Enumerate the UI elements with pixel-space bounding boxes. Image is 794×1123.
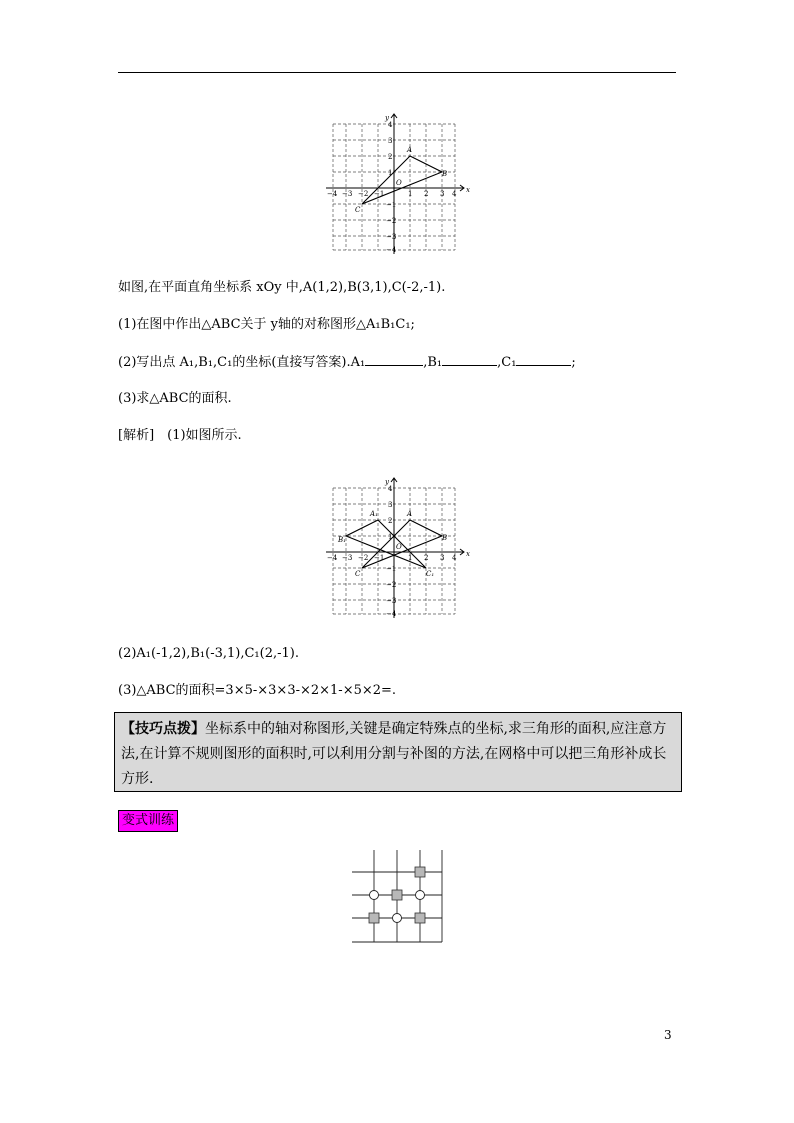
hollow-circle [393,914,402,923]
figure-1-coordinate-plane [322,112,472,254]
y-tick: −3 [386,597,397,605]
x-axis-label: x [466,186,470,194]
point-c-label: C [355,206,361,214]
y-tick: 4 [388,485,393,493]
tip-body: 坐标系中的轴对称图形,关键是确定特殊点的坐标,求三角形的面积,应注意方法,在计算不规则图形的面积时,可以利用分割与补图的方法,在网格中可以把三角形补成长方形. [121,721,667,787]
point-c1-label: C₁ [426,570,435,578]
x-tick: −4 [327,190,338,198]
x-tick: 4 [452,190,457,198]
shaded-square [392,890,402,900]
x-axis-label: x [466,550,470,558]
question-2-end: ; [571,355,576,370]
solution-header: [解析] (1)如图所示. [118,428,242,443]
y-tick: −4 [386,246,397,254]
answer-blank-b1[interactable] [442,353,497,366]
x-tick: −4 [327,554,338,562]
x-tick: −3 [342,190,353,198]
y-tick: −2 [386,581,397,589]
y-tick: 3 [388,501,393,509]
shaded-square [415,867,425,877]
y-axis-label: y [385,478,389,486]
x-tick: 1 [408,554,413,562]
x-tick: −1 [374,190,385,198]
y-tick: 3 [388,137,393,145]
question-1: (1)在图中作出△ABC关于 y轴的对称图形△A₁B₁C₁; [118,317,415,332]
x-tick: 2 [424,190,429,198]
point-b-label: B [442,534,448,542]
y-tick: 2 [388,517,393,525]
y-tick: 2 [388,153,393,161]
y-tick: 4 [388,121,393,129]
question-3: (3)求△ABC的面积. [118,391,232,406]
point-a-label: A [407,510,413,518]
point-b1-label: B₁ [338,536,346,544]
question-2-b: ,B₁ [423,355,443,370]
y-tick: −1 [386,201,397,209]
point-b-label: B [442,170,448,178]
y-tick: −2 [386,217,397,225]
y-tick: −4 [386,610,397,618]
point-a-label: A [407,146,413,154]
problem-intro: 如图,在平面直角坐标系 xOy 中,A(1,2),B(3,1),C(-2,-1). [118,280,446,295]
x-tick: −2 [358,554,369,562]
hollow-circle [416,891,425,900]
x-tick: 1 [408,190,413,198]
y-tick: 1 [388,533,393,541]
answer-3: (3)△ABC的面积=3×5-×3×3-×2×1-×5×2=. [118,683,397,698]
shaded-square [369,913,379,923]
shaded-square [415,913,425,923]
x-tick: −2 [358,190,369,198]
question-2-c: ,C₁ [497,355,517,370]
x-tick: 4 [452,554,457,562]
x-tick: 3 [440,554,445,562]
origin-label: O [396,179,402,187]
answer-blank-a1[interactable] [365,353,423,366]
tip-title: 【技巧点拨】 [121,721,205,737]
question-2-prefix: (2)写出点 A₁,B₁,C₁的坐标(直接写答案).A₁ [118,355,366,370]
point-c-label: C [355,570,361,578]
hollow-circle [370,891,379,900]
y-tick: 1 [388,169,393,177]
x-tick: 2 [424,554,429,562]
answer-2: (2)A₁(-1,2),B₁(-3,1),C₁(2,-1). [118,646,299,661]
answer-blank-c1[interactable] [516,353,571,366]
point-a1-label: A₁ [370,510,378,518]
page-number: 3 [664,1028,672,1042]
question-2 [118,353,576,372]
origin-label: O [396,543,402,551]
y-tick: −1 [386,565,397,573]
header-rule [118,72,676,73]
x-tick: 3 [440,190,445,198]
x-tick: −3 [342,554,353,562]
x-tick: −1 [374,554,385,562]
y-tick: −3 [386,233,397,241]
figure-3-grid-pattern [350,850,445,945]
variant-training-label: 变式训练 [118,810,178,832]
y-axis-label: y [385,114,389,122]
tip-box [114,712,682,792]
figure-2-reflection [322,476,472,618]
